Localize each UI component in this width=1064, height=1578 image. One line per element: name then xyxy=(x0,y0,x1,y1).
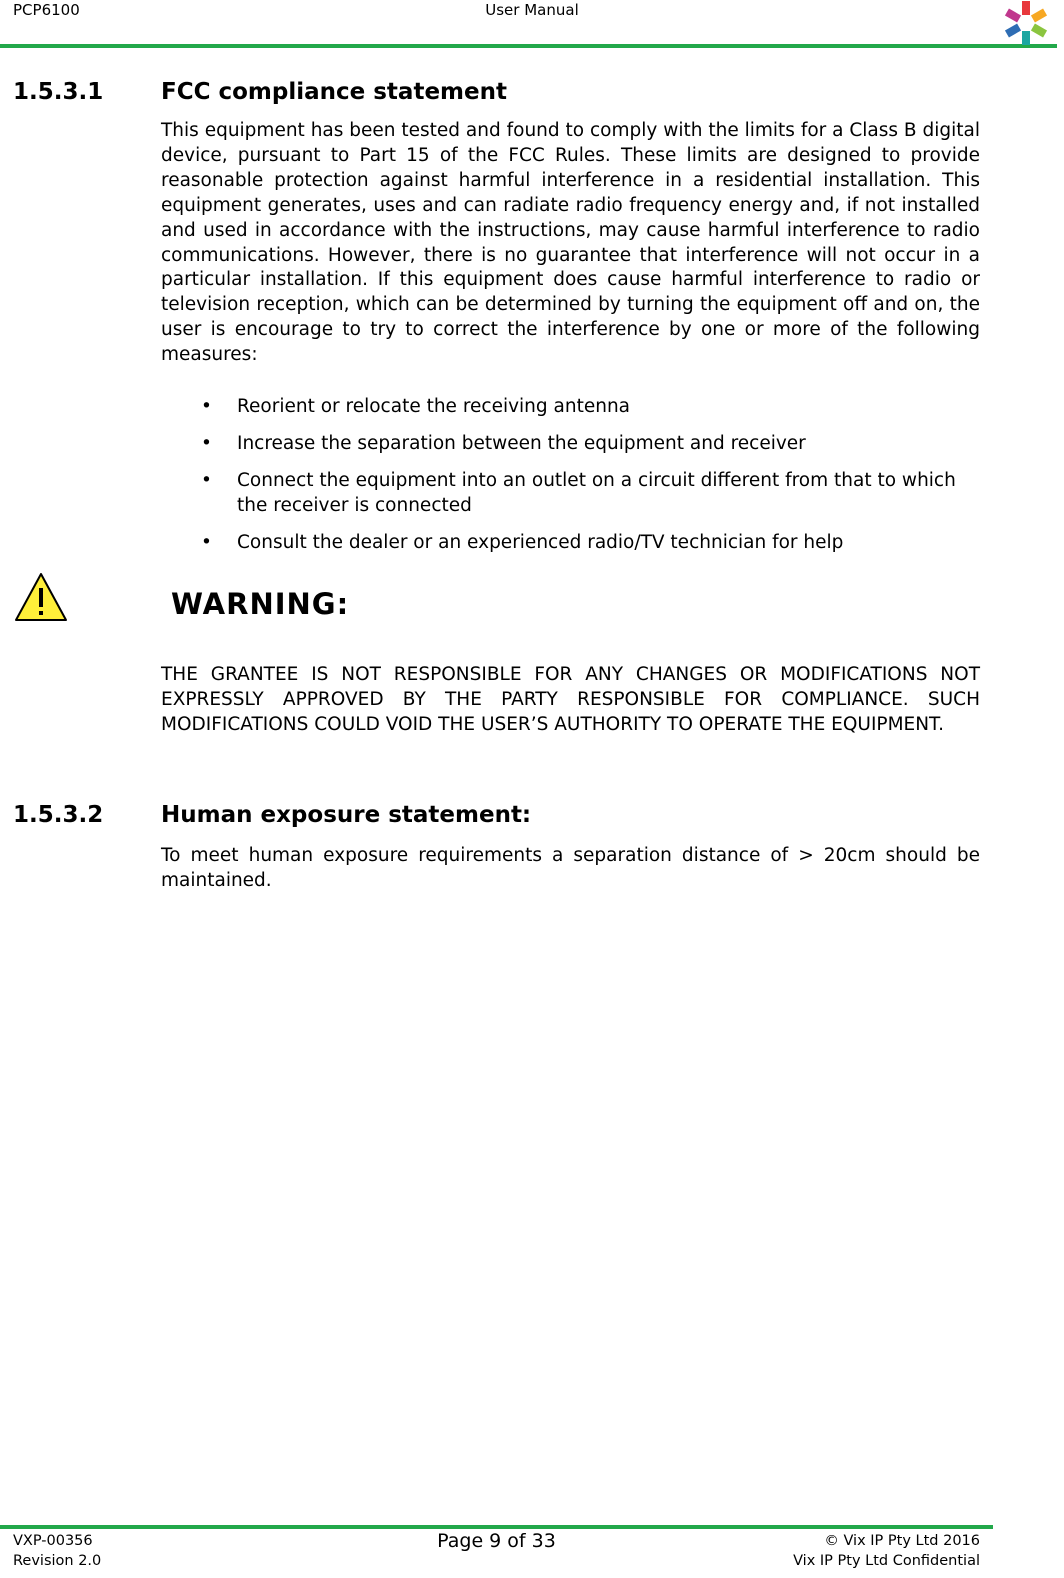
page-number: Page 9 of 33 xyxy=(437,1530,556,1552)
bullet-icon: • xyxy=(201,532,212,553)
vix-star-logo-icon xyxy=(1003,0,1049,46)
header-rule xyxy=(0,44,1057,48)
section-number: 1.5.3.2 xyxy=(13,802,104,828)
warning-triangle-icon xyxy=(14,571,68,623)
footer-confidential: Vix IP Pty Ltd Confidential xyxy=(793,1553,980,1569)
list-item: • Reorient or relocate the receiving antenna xyxy=(201,396,631,417)
footer-revision: Revision 2.0 xyxy=(13,1553,102,1569)
warning-title: WARNING: xyxy=(171,587,350,621)
footer-rule xyxy=(0,1525,993,1529)
list-item: • Increase the separation between the equipment and receiver xyxy=(201,433,806,454)
bullet-icon: • xyxy=(201,433,212,454)
measures-list xyxy=(161,394,980,567)
list-item: • Consult the dealer or an experienced radio/TV technician for help xyxy=(201,532,844,553)
section-title: Human exposure statement: xyxy=(161,802,532,828)
footer-doc-id: VXP-00356 xyxy=(13,1533,93,1549)
list-item: • Connect the equipment into an outlet on a circuit different from that to which the receiver is connected xyxy=(201,470,956,516)
section-title: FCC compliance statement xyxy=(161,79,507,105)
human-exposure-paragraph: To meet human exposure requirements a separation distance of > 20cm should be maintained. xyxy=(161,845,980,891)
header-product: PCP6100 xyxy=(13,1,80,19)
header-doc-type: User Manual xyxy=(485,1,579,19)
bullet-icon: • xyxy=(201,396,212,417)
bullet-icon: • xyxy=(201,470,212,491)
warning-text: THE GRANTEE IS NOT RESPONSIBLE FOR ANY CHANGES OR MODIFICATIONS NOT EXPRESSLY APPROVED BY THE PARTY RESPONSIBLE FOR COMPLIANCE. SUCH MODIFICATIONS COULD VOID THE USER’S AUTHORITY TO OPERATE THE EQUIPMENT. xyxy=(161,664,980,735)
fcc-statement-paragraph: This equipment has been tested and found to comply with the limits for a Class B digital device, pursuant to Part 15 of the FCC Rules. These limits are designed to provide reasonable protection against harmful interference in a residential installation. This equipment generates, uses and can radiate radio frequency energy and, if not installed and used in accordance with the instructions, may cause harmful interference to radio communications. However, there is no guarantee that interference will not occur in a particular installation. If this equipment does cause harmful interference to radio or television reception, which can be determined by turning the equipment off and on, the user is encourage to try to correct the interference by one or more of the following measures: xyxy=(161,120,980,366)
footer-copyright: © Vix IP Pty Ltd 2016 xyxy=(824,1533,980,1549)
section-number: 1.5.3.1 xyxy=(13,79,104,105)
